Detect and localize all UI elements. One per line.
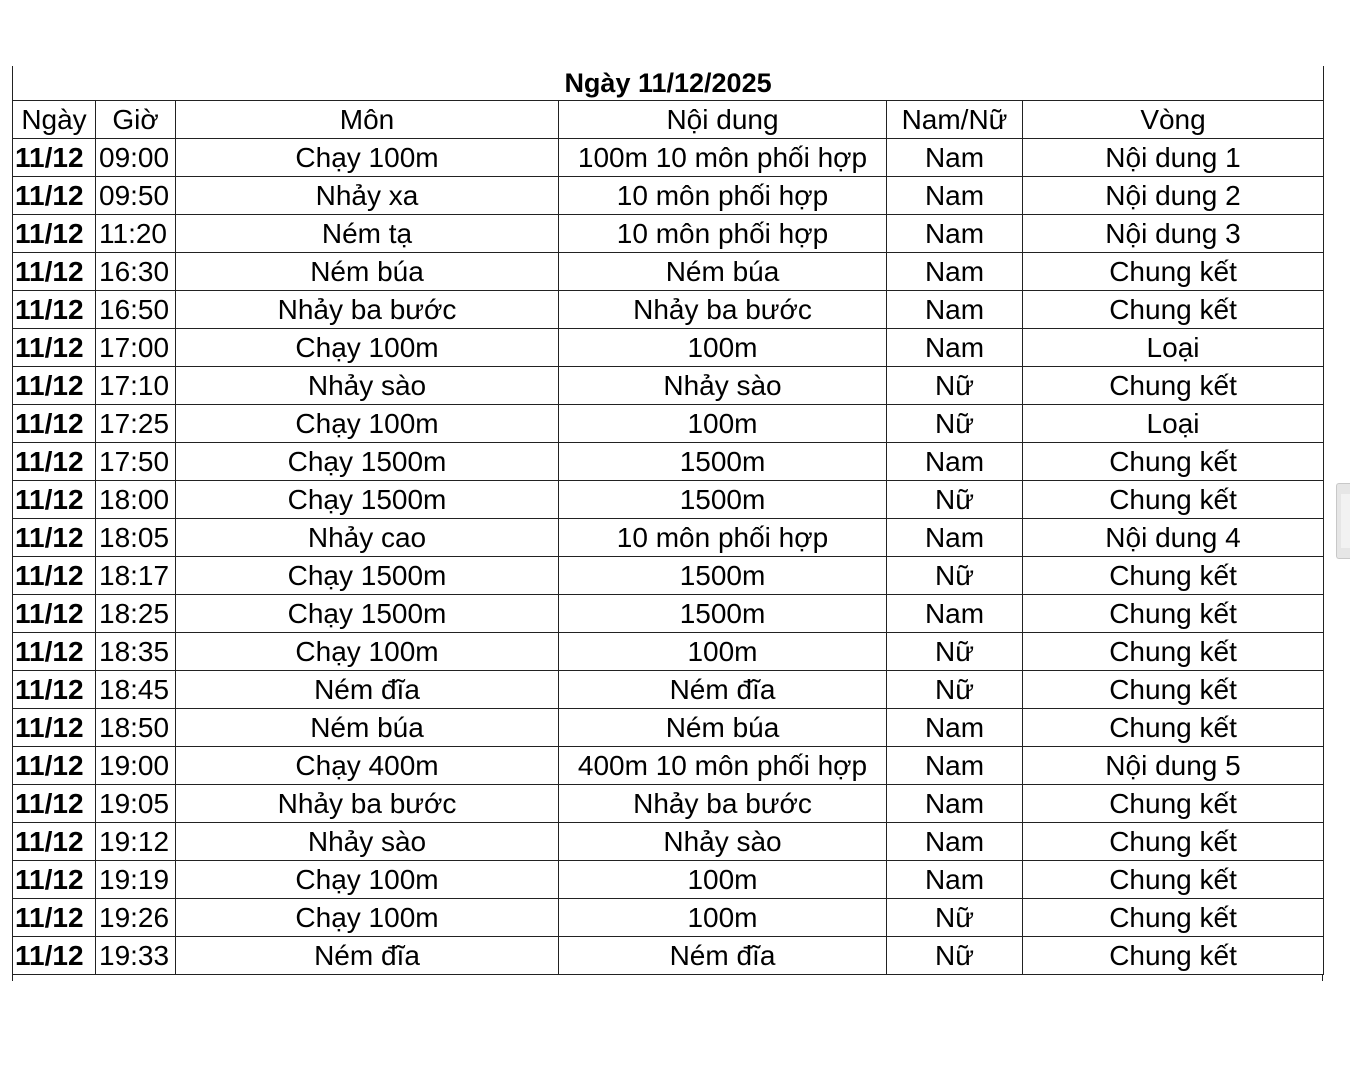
table-row [13,595,1324,633]
cell-time: 19:00 [96,747,176,785]
header-round: Vòng [1023,101,1324,139]
cell-content: 10 môn phối hợp [559,215,887,253]
table-row [13,519,1324,557]
table-row [13,329,1324,367]
cell-sport: Chạy 400m [176,747,559,785]
cell-round: Chung kết [1023,937,1324,975]
cell-round: Chung kết [1023,671,1324,709]
cell-sport: Nhảy ba bước [176,785,559,823]
cell-gender: Nam [887,291,1023,329]
table-row [13,405,1324,443]
header-gender: Nam/Nữ [887,101,1023,139]
cell-content: 10 môn phối hợp [559,519,887,557]
cell-sport: Ném tạ [176,215,559,253]
cell-time: 16:30 [96,253,176,291]
cell-time: 19:26 [96,899,176,937]
table-row [13,291,1324,329]
cell-time: 18:50 [96,709,176,747]
cell-content: 100m [559,899,887,937]
cell-sport: Ném đĩa [176,937,559,975]
cell-sport: Nhảy xa [176,177,559,215]
table-row [13,823,1324,861]
cell-sport: Nhảy sào [176,367,559,405]
cell-sport: Nhảy sào [176,823,559,861]
cell-round: Chung kết [1023,367,1324,405]
cell-date: 11/12 [13,861,96,899]
cell-gender: Nữ [887,557,1023,595]
cell-time: 19:33 [96,937,176,975]
cell-gender: Nam [887,329,1023,367]
cell-sport: Chạy 100m [176,405,559,443]
cell-sport: Ném búa [176,253,559,291]
cell-round: Loại [1023,405,1324,443]
cell-gender: Nam [887,253,1023,291]
cell-date: 11/12 [13,633,96,671]
cell-date: 11/12 [13,899,96,937]
cell-gender: Nam [887,443,1023,481]
cell-date: 11/12 [13,367,96,405]
cell-round: Chung kết [1023,481,1324,519]
cell-date: 11/12 [13,747,96,785]
cell-date: 11/12 [13,557,96,595]
cell-gender: Nam [887,177,1023,215]
table-bottom-edge [12,975,1323,981]
cell-time: 18:05 [96,519,176,557]
cell-round: Chung kết [1023,899,1324,937]
table-row [13,139,1324,177]
header-sport: Môn [176,101,559,139]
cell-round: Chung kết [1023,443,1324,481]
cell-sport: Chạy 100m [176,329,559,367]
table-row [13,443,1324,481]
cell-gender: Nam [887,595,1023,633]
cell-sport: Chạy 100m [176,139,559,177]
cell-time: 09:50 [96,177,176,215]
cell-time: 18:45 [96,671,176,709]
cell-time: 11:20 [96,215,176,253]
cell-round: Nội dung 1 [1023,139,1324,177]
cell-gender: Nam [887,861,1023,899]
cell-gender: Nữ [887,899,1023,937]
cell-time: 18:00 [96,481,176,519]
cell-time: 18:25 [96,595,176,633]
cell-date: 11/12 [13,215,96,253]
cell-gender: Nữ [887,671,1023,709]
cell-gender: Nam [887,215,1023,253]
cell-gender: Nam [887,747,1023,785]
cell-date: 11/12 [13,481,96,519]
table-row [13,215,1324,253]
header-date: Ngày [13,101,96,139]
cell-date: 11/12 [13,519,96,557]
cell-content: 1500m [559,443,887,481]
cell-gender: Nam [887,519,1023,557]
header-row [13,101,1324,139]
cell-content: 10 môn phối hợp [559,177,887,215]
cell-time: 18:17 [96,557,176,595]
table-row [13,937,1324,975]
cell-content: Nhảy sào [559,367,887,405]
cell-sport: Ném búa [176,709,559,747]
cell-gender: Nữ [887,367,1023,405]
cell-sport: Nhảy ba bước [176,291,559,329]
schedule-table [12,66,1324,975]
cell-content: Ném búa [559,709,887,747]
table-title: Ngày 11/12/2025 [13,66,1324,101]
cell-date: 11/12 [13,405,96,443]
table-row [13,899,1324,937]
cell-sport: Chạy 1500m [176,443,559,481]
cell-time: 17:00 [96,329,176,367]
cell-date: 11/12 [13,785,96,823]
cell-gender: Nữ [887,405,1023,443]
cell-date: 11/12 [13,139,96,177]
cell-time: 19:19 [96,861,176,899]
table-row [13,253,1324,291]
cell-content: 100m [559,329,887,367]
cell-round: Chung kết [1023,823,1324,861]
cell-content: 100m [559,633,887,671]
cell-time: 17:10 [96,367,176,405]
table-body [13,139,1324,975]
cell-round: Chung kết [1023,291,1324,329]
cell-date: 11/12 [13,823,96,861]
cell-round: Chung kết [1023,709,1324,747]
cell-content: Nhảy ba bước [559,785,887,823]
cell-gender: Nam [887,139,1023,177]
cell-content: 1500m [559,595,887,633]
table-row [13,177,1324,215]
cell-time: 17:25 [96,405,176,443]
table-row [13,747,1324,785]
cell-sport: Chạy 1500m [176,557,559,595]
cell-content: 1500m [559,557,887,595]
cell-date: 11/12 [13,671,96,709]
header-time: Giờ [96,101,176,139]
title-row [13,66,1324,101]
cell-sport: Ném đĩa [176,671,559,709]
cell-content: 100m [559,405,887,443]
cell-content: Nhảy ba bước [559,291,887,329]
cell-sport: Chạy 100m [176,633,559,671]
table-row [13,671,1324,709]
cell-time: 19:05 [96,785,176,823]
table-row [13,861,1324,899]
cell-content: 100m [559,861,887,899]
cell-sport: Chạy 1500m [176,481,559,519]
cell-round: Chung kết [1023,595,1324,633]
cell-gender: Nữ [887,481,1023,519]
cell-date: 11/12 [13,595,96,633]
cell-sport: Nhảy cao [176,519,559,557]
cell-date: 11/12 [13,291,96,329]
cell-round: Nội dung 2 [1023,177,1324,215]
cell-round: Chung kết [1023,557,1324,595]
cell-content: Ném đĩa [559,671,887,709]
table-row [13,557,1324,595]
cell-round: Chung kết [1023,253,1324,291]
cell-time: 17:50 [96,443,176,481]
table-row [13,785,1324,823]
cell-content: Ném búa [559,253,887,291]
side-scroll-handle[interactable] [1336,483,1350,559]
table-row [13,481,1324,519]
cell-sport: Chạy 100m [176,899,559,937]
cell-round: Nội dung 5 [1023,747,1324,785]
table-row [13,709,1324,747]
header-content: Nội dung [559,101,887,139]
cell-time: 18:35 [96,633,176,671]
cell-gender: Nam [887,709,1023,747]
cell-gender: Nam [887,785,1023,823]
cell-content: 1500m [559,481,887,519]
table-row [13,633,1324,671]
cell-round: Nội dung 3 [1023,215,1324,253]
cell-gender: Nữ [887,633,1023,671]
cell-content: Ném đĩa [559,937,887,975]
table-row [13,367,1324,405]
cell-gender: Nam [887,823,1023,861]
cell-content: 100m 10 môn phối hợp [559,139,887,177]
cell-round: Chung kết [1023,633,1324,671]
cell-time: 09:00 [96,139,176,177]
cell-date: 11/12 [13,329,96,367]
schedule-sheet [12,66,1323,975]
cell-gender: Nữ [887,937,1023,975]
cell-round: Nội dung 4 [1023,519,1324,557]
cell-sport: Chạy 100m [176,861,559,899]
cell-date: 11/12 [13,443,96,481]
cell-date: 11/12 [13,253,96,291]
cell-content: 400m 10 môn phối hợp [559,747,887,785]
cell-sport: Chạy 1500m [176,595,559,633]
cell-date: 11/12 [13,177,96,215]
cell-round: Chung kết [1023,785,1324,823]
cell-round: Chung kết [1023,861,1324,899]
cell-time: 16:50 [96,291,176,329]
cell-date: 11/12 [13,709,96,747]
cell-content: Nhảy sào [559,823,887,861]
cell-round: Loại [1023,329,1324,367]
cell-date: 11/12 [13,937,96,975]
cell-time: 19:12 [96,823,176,861]
